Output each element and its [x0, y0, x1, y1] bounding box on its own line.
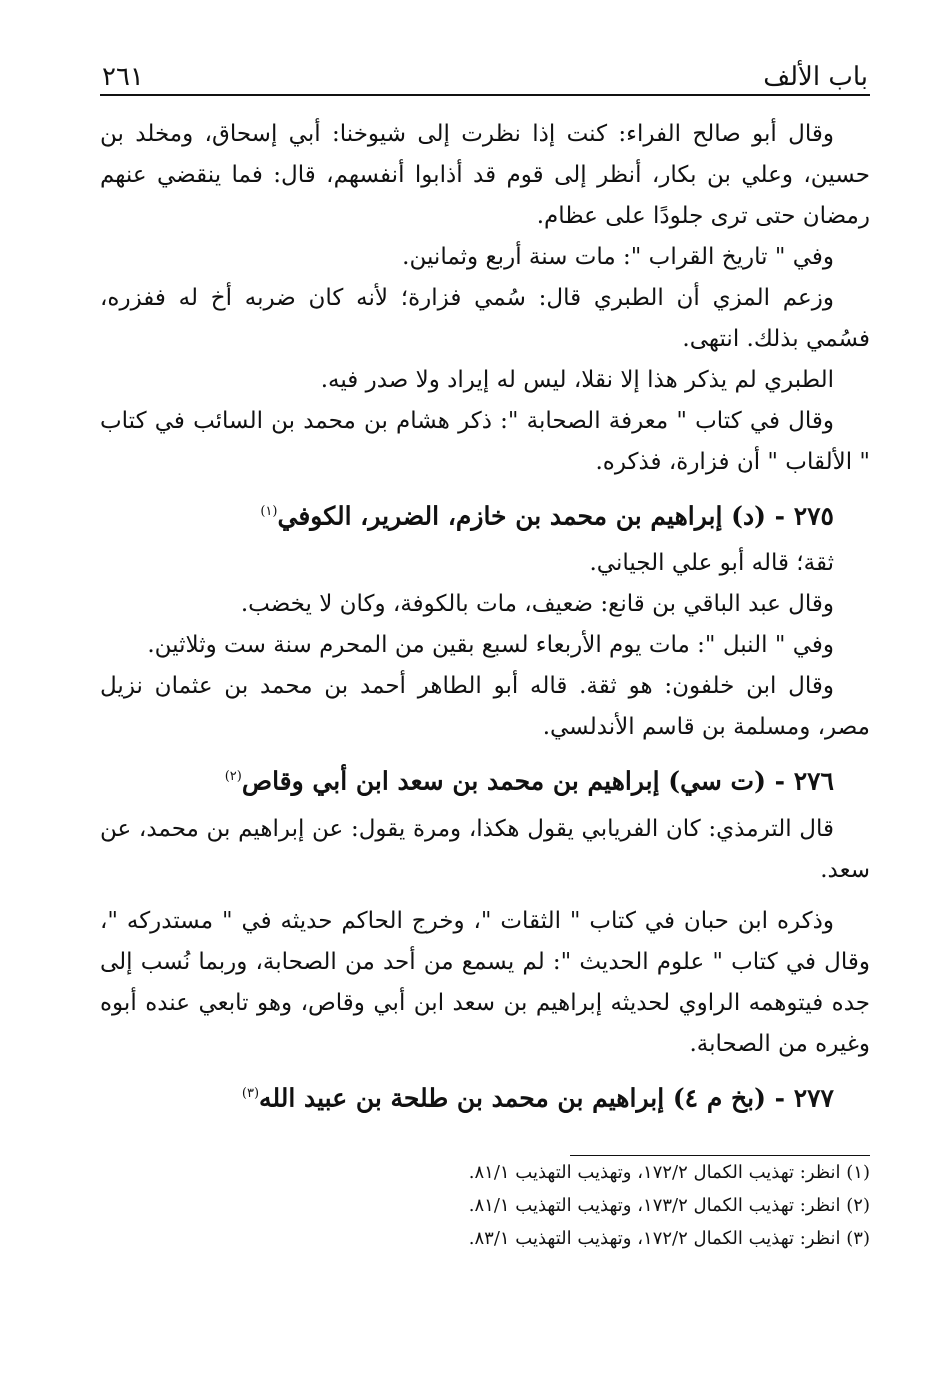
- paragraph: وقال ابن خلفون: هو ثقة. قاله أبو الطاهر أحمد بن محمد بن عثمان نزيل مصر، ومسلمة بن قاسم الأندلسي.: [100, 673, 870, 741]
- paragraph: وفي " النبل ": مات يوم الأربعاء لسبع بقين من المحرم سنة ست وثلاثين.: [147, 632, 834, 659]
- chapter-title: باب الألف: [763, 62, 868, 92]
- footnote-ref[interactable]: (٢): [224, 769, 242, 785]
- footnote-item: (٣) انظر: تهذيب الكمال ١٧٢/٢، وتهذيب التهذيب ٨٣/١.: [468, 1227, 870, 1249]
- footnote-item: (٢) انظر: تهذيب الكمال ١٧٣/٢، وتهذيب التهذيب ٨١/١.: [468, 1194, 870, 1216]
- footnote-item: (١) انظر: تهذيب الكمال ١٧٢/٢، وتهذيب التهذيب ٨١/١.: [468, 1161, 870, 1183]
- entry-heading-275: [100, 489, 870, 539]
- entry-title: ٢٧٥ - (د) إبراهيم بن محمد بن خازم، الضرير، الكوفي: [277, 501, 834, 531]
- footnote-ref[interactable]: (١): [260, 504, 278, 519]
- entry-heading-276: [100, 754, 870, 804]
- paragraph: وقال أبو صالح الفراء: كنت إذا نظرت إلى شيوخنا: أبي إسحاق، ومخلد بن حسين، وعلي بن بكار، أنظر إلى قوم قد أذابوا أنفسهم، قال: فما ينقضي عنهم رمضان حتى ترى جلودًا على عظام.: [100, 121, 870, 229]
- paragraph: وقال عبد الباقي بن قانع: ضعيف، مات بالكوفة، وكان لا يخضب.: [240, 591, 834, 618]
- paragraph: الطبري لم يذكر هذا إلا نقلا، ليس له إيراد ولا صدر فيه.: [320, 367, 834, 393]
- footnote-ref[interactable]: (٣): [241, 1085, 260, 1101]
- paragraph: وفي " تاريخ القراب ": مات سنة أربع وثمانين.: [402, 244, 834, 270]
- paragraph: وزعم المزي أن الطبري قال: سُمي فزارة؛ لأنه كان ضربه أخ له ففزره، فسُمي بذلك. انتهى.: [100, 285, 870, 352]
- paragraph: قال الترمذي: كان الفريابي يقول هكذا، ومرة يقول: عن إبراهيم بن محمد، عن سعد.: [100, 815, 870, 883]
- book-page: [100, 50, 870, 1255]
- main-text: [100, 114, 870, 1121]
- running-header: [100, 50, 870, 96]
- entry-heading-277: [100, 1071, 870, 1121]
- paragraph: ثقة؛ قاله أبو علي الجياني.: [589, 550, 834, 577]
- footnotes: [100, 1155, 870, 1255]
- entry-title: ٢٧٧ - (بخ م ٤) إبراهيم بن محمد بن طلحة بن عبيد الله: [259, 1082, 834, 1112]
- paragraph: وقال في كتاب " معرفة الصحابة ": ذكر هشام بن محمد بن السائب في كتاب " الألقاب " أن فزارة، فذكره.: [100, 408, 870, 475]
- page-number: ٢٦١: [102, 62, 144, 92]
- entry-title: ٢٧٦ - (ت سي) إبراهيم بن محمد بن سعد ابن أبي وقاص: [241, 766, 834, 796]
- paragraph: وذكره ابن حبان في كتاب " الثقات "، وخرج الحاكم حديثه في " مستدركه "، وقال في كتاب " علوم الحديث ": لم يسمع من أحد من الصحابة، وربما نُسب إلى جده فيتوهمه الراوي لحديثه إبراهيم بن سعد ابن أبي وقاص، وهو تابعي عنده أبوه وغيره من الصحابة.: [100, 907, 870, 1057]
